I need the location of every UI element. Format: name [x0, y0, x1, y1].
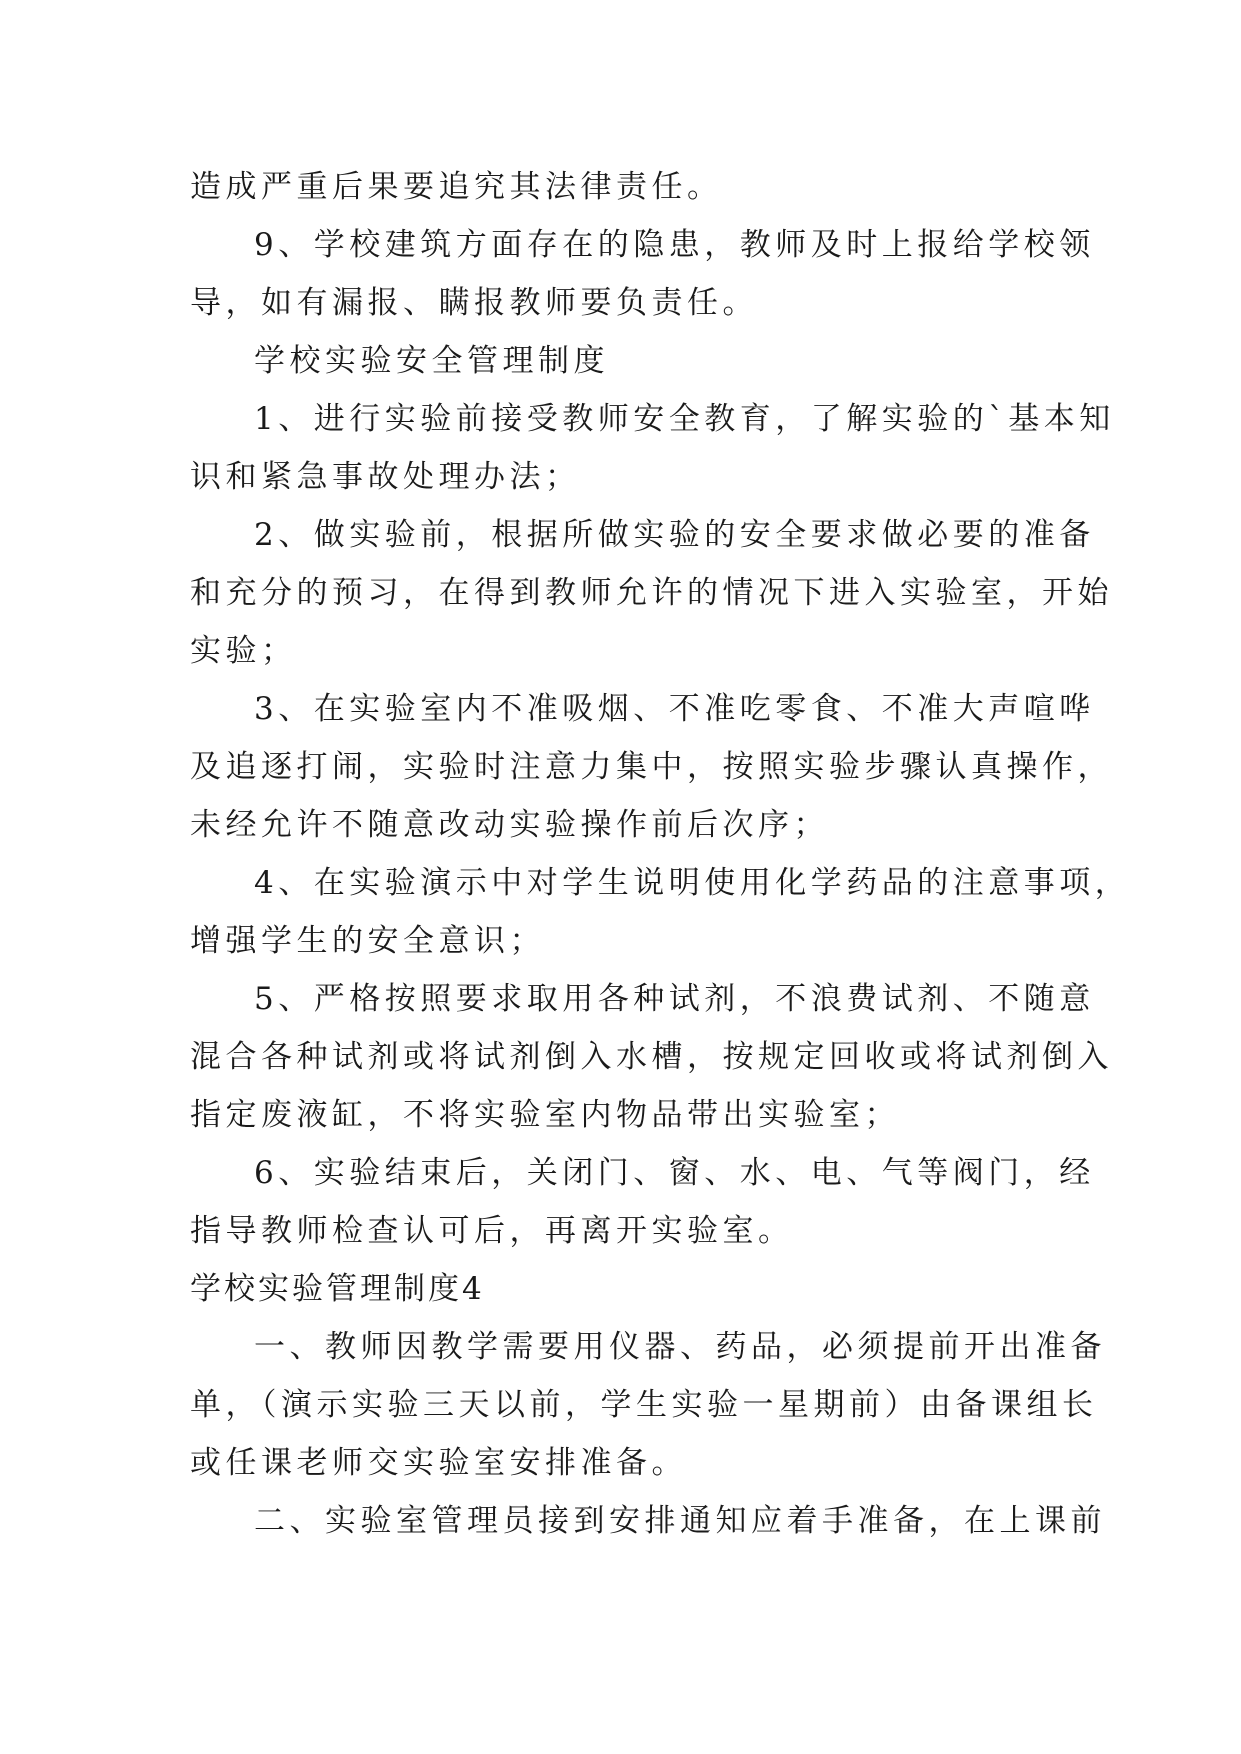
section-heading: 学校实验管理制度4 [190, 1271, 485, 1307]
text-line: 3、在实验室内不准吸烟、不准吃零食、不准大声喧哗 [254, 691, 1095, 727]
section-heading: 学校实验安全管理制度 [254, 343, 609, 379]
text-line: 9、学校建筑方面存在的隐患，教师及时上报给学校领 [254, 227, 1095, 263]
text-line: 4、在实验演示中对学生说明使用化学药品的注意事项， [254, 865, 1131, 901]
document-page [190, 158, 1131, 1550]
text-line: 6、实验结束后，关闭门、窗、水、电、气等阀门，经 [254, 1155, 1095, 1191]
text-line: 单，（演示实验三天以前，学生实验一星期前）由备课组长 [190, 1387, 1098, 1423]
text-line: 混合各种试剂或将试剂倒入水槽，按规定回收或将试剂倒入 [190, 1039, 1113, 1075]
text-line: 2、做实验前，根据所做实验的安全要求做必要的准备 [254, 517, 1095, 553]
text-line: 指定废液缸，不将实验室内物品带出实验室； [190, 1097, 900, 1133]
text-line: 1、进行实验前接受教师安全教育，了解实验的`基本知 [254, 401, 1115, 437]
text-line: 一、教师因教学需要用仪器、药品，必须提前开出准备 [254, 1329, 1106, 1365]
text-line: 5、严格按照要求取用各种试剂，不浪费试剂、不随意 [254, 981, 1095, 1017]
text-line: 未经允许不随意改动实验操作前后次序； [190, 807, 829, 843]
text-line: 及追逐打闹，实验时注意力集中，按照实验步骤认真操作， [190, 749, 1113, 785]
text-line: 或任课老师交实验室安排准备。 [190, 1445, 687, 1481]
text-line: 识和紧急事故处理办法； [190, 459, 581, 495]
text-line: 指导教师检查认可后，再离开实验室。 [190, 1213, 794, 1249]
text-line: 导，如有漏报、瞒报教师要负责任。 [190, 285, 758, 321]
text-line: 增强学生的安全意识； [190, 923, 545, 959]
text-line: 造成严重后果要追究其法律责任。 [190, 169, 723, 205]
text-line: 二、实验室管理员接到安排通知应着手准备，在上课前 [254, 1503, 1106, 1539]
text-line: 和充分的预习，在得到教师允许的情况下进入实验室，开始 [190, 575, 1113, 611]
text-line: 实验； [190, 633, 297, 669]
